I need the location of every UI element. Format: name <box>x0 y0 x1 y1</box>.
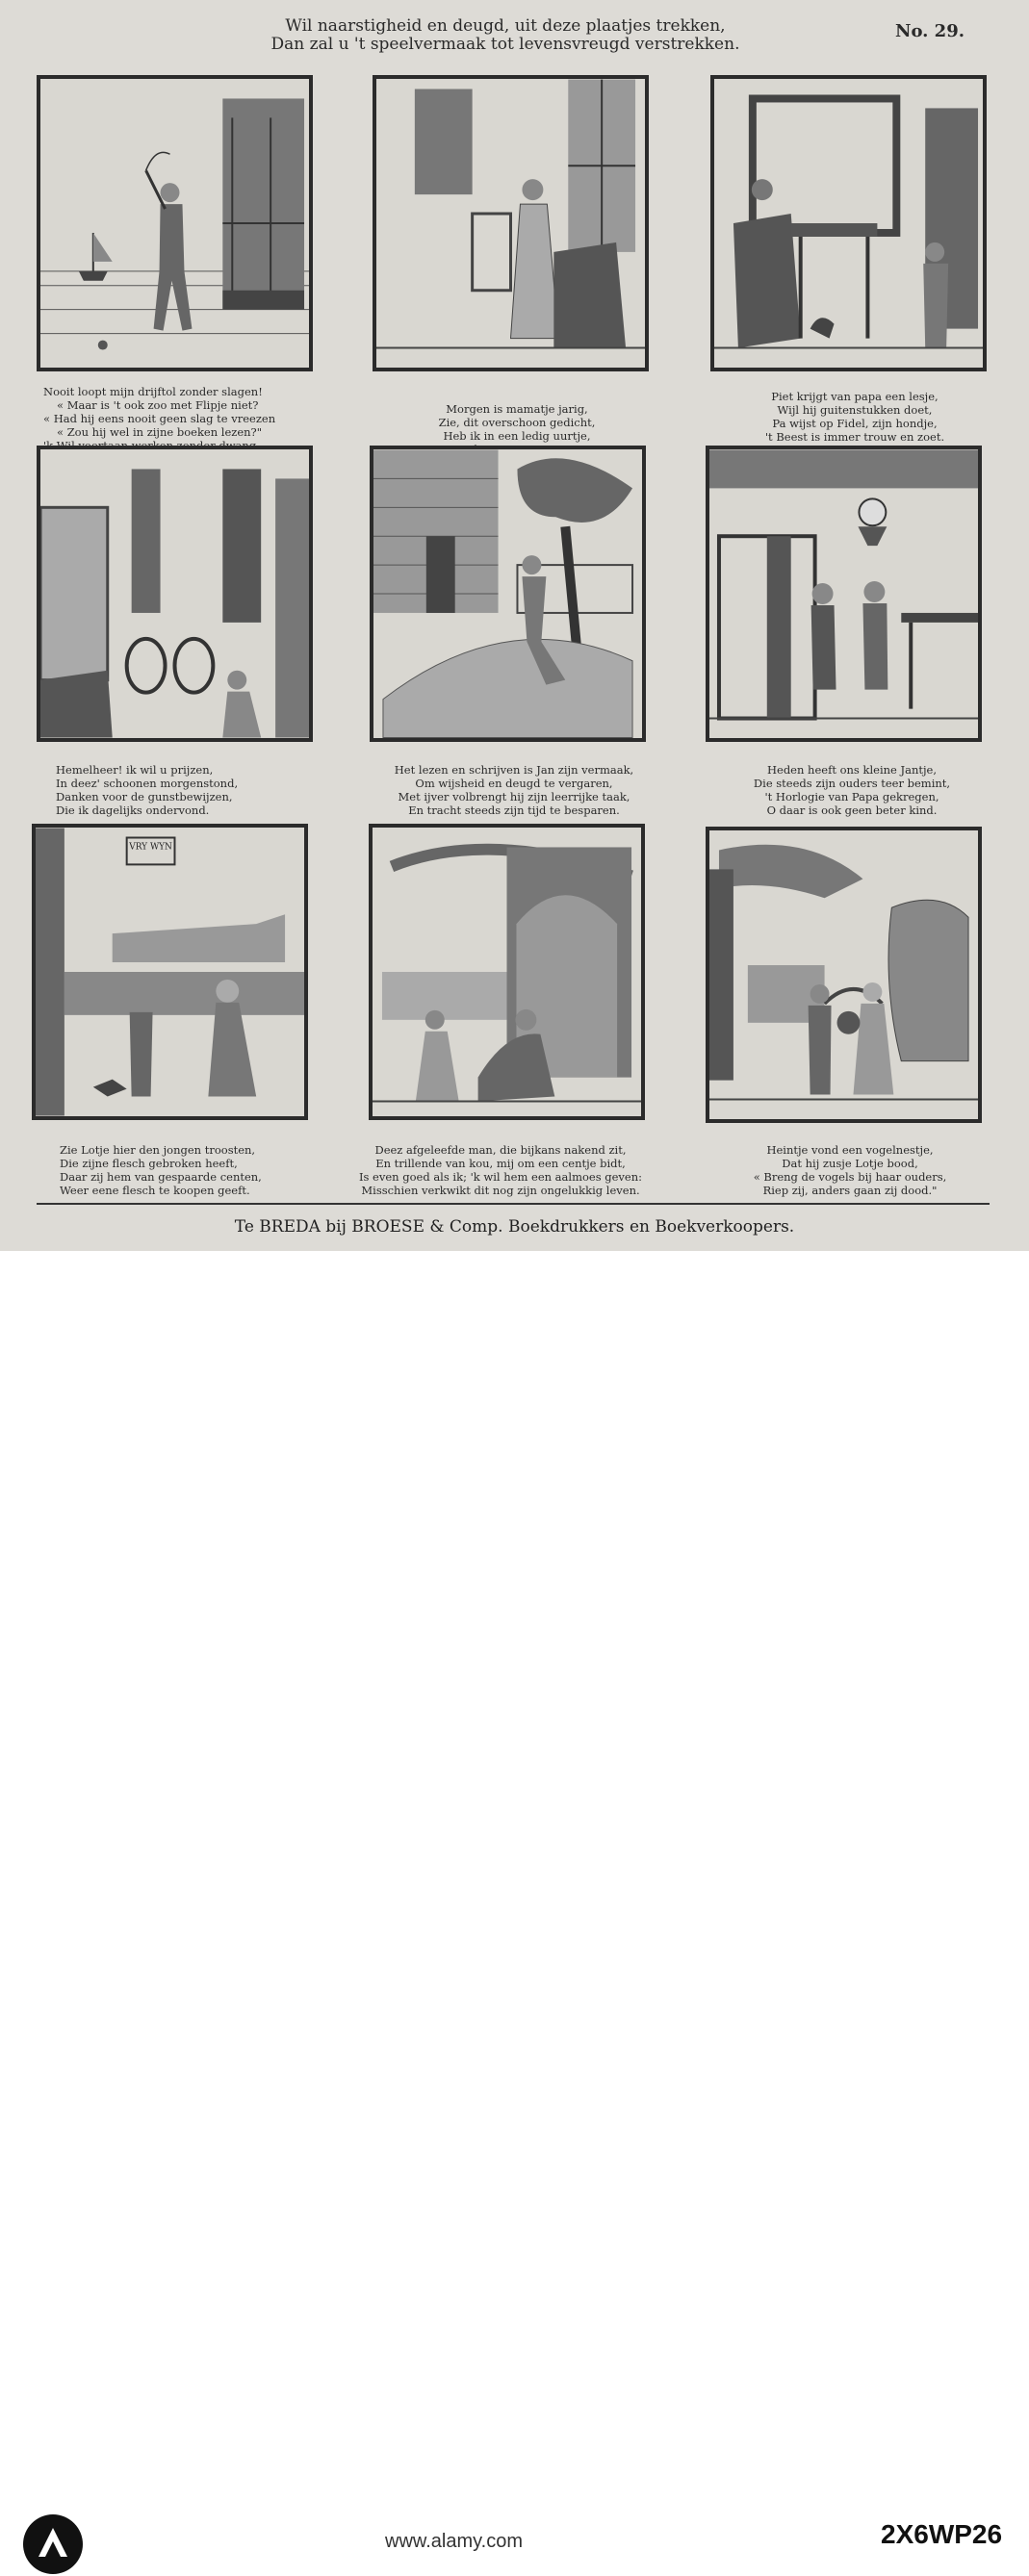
caption-line: Zie, dit overschoon gedicht, <box>438 416 596 429</box>
caption-children-with-birds-nest <box>706 1143 994 1197</box>
boy-under-tree-illustration <box>373 449 642 738</box>
header-line-2: Dan zal u 't speelvermaak tot levensvreugd verstrekken. <box>270 35 740 54</box>
panel-children-with-birds-nest <box>706 827 982 1123</box>
panel-girl-with-chair <box>373 75 649 371</box>
caption-girl-comforting-boy <box>60 1143 348 1197</box>
caption-line: « Had hij eens nooit geen slag te vreezen <box>43 412 276 425</box>
caption-line: Heb ik in een ledig uurtje, <box>443 429 591 443</box>
caption-line: Met ijver volbrengt hij zijn leerrijke taak, <box>398 790 630 803</box>
panel-woman-helping-beggar <box>369 824 645 1120</box>
header-line-1: Wil naarstigheid en deugd, uit deze plaatjes trekken, <box>285 16 726 36</box>
caption-line: Die steeds zijn ouders teer bemint, <box>753 777 951 790</box>
panel-girl-comforting-boy <box>32 824 308 1120</box>
caption-line: Wijl hij guitenstukken doet, <box>777 403 933 417</box>
alamy-logo-icon <box>21 2512 85 2576</box>
caption-line: Heden heeft ons kleine Jantje, <box>766 763 938 777</box>
caption-kneeling-child-praying <box>56 763 345 817</box>
caption-line: Die ik dagelijks ondervond. <box>56 803 210 817</box>
panel-boy-reading-under-tree <box>370 446 646 742</box>
children-with-nest-illustration <box>709 830 978 1119</box>
caption-line: 't Horlogie van Papa gekregen, <box>764 790 939 803</box>
kneeling-child-illustration <box>40 449 309 738</box>
caption-father-and-son <box>710 390 999 444</box>
caption-line: Om wijsheid en deugd te vergaren, <box>415 777 613 790</box>
caption-line: Misschien verkwikt dit nog zijn ongelukkig leven. <box>361 1184 640 1197</box>
sheet-number: No. 29. <box>895 21 965 41</box>
caption-line: Danken voor de gunstbewijzen, <box>56 790 233 803</box>
footer-rule <box>37 1203 990 1205</box>
caption-line: Morgen is mamatje jarig, <box>446 402 588 416</box>
caption-line: En trillende van kou, mij om een centje bidt, <box>375 1157 626 1170</box>
caption-line: En tracht steeds zijn tijd te besparen. <box>408 803 620 817</box>
publisher-imprint: Te BREDA bij BROESE & Comp. Boekdrukkers en Boekverkoopers. <box>234 1217 795 1237</box>
girl-with-chair-illustration <box>376 79 645 368</box>
caption-line: Die zijne flesch gebroken heeft, <box>60 1157 238 1170</box>
caption-two-boys-with-watch <box>707 763 996 817</box>
two-boys-illustration <box>709 449 978 738</box>
caption-line: Riep zij, anders gaan zij dood." <box>762 1184 938 1197</box>
caption-line: « Breng de vogels bij haar ouders, <box>753 1170 947 1184</box>
caption-line: Nooit loopt mijn drijftol zonder slagen! <box>43 385 263 398</box>
caption-line: Deez afgeleefde man, die bijkans nakend zit, <box>374 1143 627 1157</box>
caption-boy-reading-under-tree <box>370 763 658 817</box>
broadsheet <box>0 0 1029 1251</box>
panel-two-boys-with-watch <box>706 446 982 742</box>
caption-line: Piet krijgt van papa een lesje, <box>771 390 939 403</box>
girl-comforting-illustration <box>36 828 304 1116</box>
panel-kneeling-child-praying <box>37 446 313 742</box>
caption-boy-with-whip-top <box>43 385 332 452</box>
caption-line: O daar is ook geen beter kind. <box>766 803 938 817</box>
caption-line: Hemelheer! ik wil u prijzen, <box>56 763 214 777</box>
caption-line: « Maar is 't ook zoo met Flipje niet? <box>57 398 259 412</box>
boy-with-whip-illustration <box>40 79 309 368</box>
caption-line: Heintje vond een vogelnestje, <box>766 1143 934 1157</box>
caption-woman-helping-beggar <box>318 1143 683 1197</box>
stock-url[interactable]: www.alamy.com <box>385 2531 523 2552</box>
caption-line: Is even goed als ik; 'k wil hem een aalmoes geven: <box>358 1170 643 1184</box>
inn-sign-text: VRY WYN <box>129 842 172 853</box>
panel-father-and-son <box>710 75 987 371</box>
header-verse <box>193 17 818 54</box>
caption-line: 't Beest is immer trouw en zoet. <box>764 430 945 444</box>
caption-line: Pa wijst op Fidel, zijn hondje, <box>772 417 938 430</box>
woman-helping-beggar-illustration <box>373 828 641 1116</box>
father-and-son-illustration <box>714 79 983 368</box>
caption-line: Het lezen en schrijven is Jan zijn vermaak, <box>394 763 634 777</box>
stock-image-id: 2X6WP26 <box>881 2519 1003 2549</box>
panel-boy-with-whip-top <box>37 75 313 371</box>
caption-line: Weer eene flesch te koopen geeft. <box>60 1184 250 1197</box>
caption-line: « Zou hij wel in zijne boeken lezen?" <box>57 425 263 439</box>
caption-line: Dat hij zusje Lotje bood, <box>782 1157 918 1170</box>
stock-watermark-bar <box>0 1251 1029 2552</box>
caption-line: Zie Lotje hier den jongen troosten, <box>60 1143 256 1157</box>
caption-line: Daar zij hem van gespaarde centen, <box>60 1170 262 1184</box>
caption-line: In deez' schoonen morgenstond, <box>56 777 239 790</box>
